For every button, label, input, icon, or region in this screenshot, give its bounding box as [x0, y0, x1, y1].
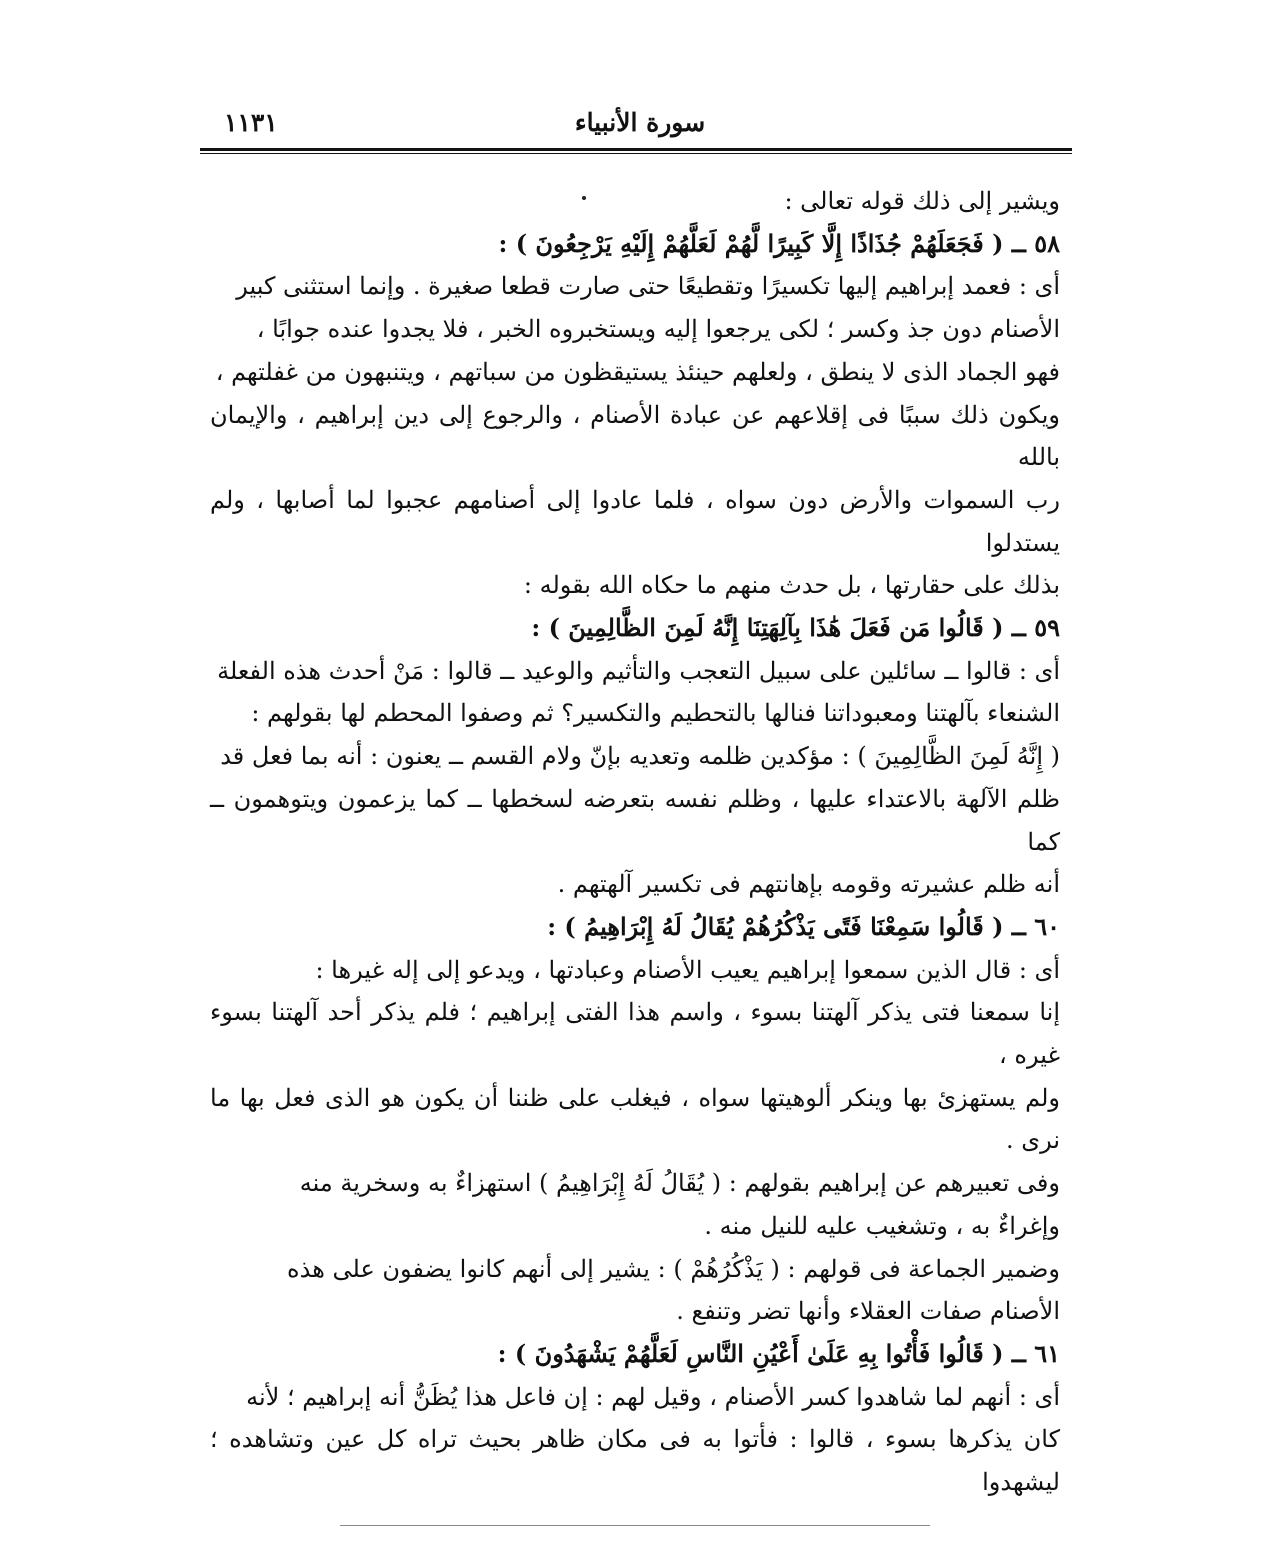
page-number: ١١٣١: [224, 108, 278, 137]
text-line: أنه ظلم عشيرته وقومه بإهانتهم فى تكسير آلهتهم .: [557, 870, 1060, 899]
verse-line: ٥٨ ــ ( فَجَعَلَهُمْ جُذَاذًا إِلَّا كَبِيرًا لَّهُمْ لَعَلَّهُمْ إِلَيْهِ يَرْجِعُونَ ) :: [498, 228, 1060, 258]
page-header: [210, 108, 1070, 142]
header-rule: [200, 148, 1072, 151]
header-rule-thin: [200, 153, 1072, 154]
footer-rule: [340, 1525, 930, 1526]
text-line: أى : فعمد إبراهيم إليها تكسيرًا وتقطيعًا حتى صارت قطعا صغيرة . وإنما استثنى كبير: [236, 272, 1060, 301]
text-line: إنا سمعنا فتى يذكر آلهتنا بسوء ، واسم هذا الفتى إبراهيم ؛ فلم يذكر أحد آلهتنا بسوء غيره ،: [210, 998, 1060, 1070]
text-line: بذلك على حقارتها ، بل حدث منهم ما حكاه الله بقوله :: [523, 571, 1060, 600]
text-line: أى : قال الذين سمعوا إبراهيم يعيب الأصنام وعبادتها ، ويدعو إلى إله غيرها :: [315, 955, 1060, 984]
text-line: كان يذكرها بسوء ، قالوا : فأتوا به فى مكان ظاهر بحيث تراه كل عين وتشاهده ؛ ليشهدوا: [210, 1425, 1060, 1497]
page-body: [210, 180, 1060, 1504]
text-line: وإغراءٌ به ، وتشغيب عليه للنيل منه .: [704, 1211, 1060, 1240]
text-line: ظلم الآلهة بالاعتداء عليها ، وظلم نفسه بتعرضه لسخطها ــ كما يزعمون ويتوهمون ــ كما: [210, 784, 1060, 856]
text-line: ( إِنَّهُ لَمِنَ الظَّالِمِينَ ) : مؤكدين ظلمه وتعديه بإنّ ولام القسم ــ يعنون : أنه بما فعل قد: [220, 742, 1060, 771]
text-line: ولم يستهزئ بها وينكر ألوهيتها سواه ، فيغلب على ظننا أن يكون هو الذى فعل بها ما نرى .: [210, 1083, 1060, 1155]
verse-line: ٦١ ــ ( قَالُوا فَأْتُوا بِهِ عَلَىٰ أَعْيُنِ النَّاسِ لَعَلَّهُمْ يَشْهَدُونَ ) :: [497, 1338, 1060, 1368]
text-line: فهو الجماد الذى لا ينطق ، ولعلهم حينئذ يستيقظون من سباتهم ، ويتنبهون من غفلتهم ،: [215, 357, 1060, 386]
text-line: وضمير الجماعة فى قولهم : ( يَذْكُرُهُمْ ) : يشير إلى أنهم كانوا يضفون على هذه: [287, 1254, 1060, 1283]
surah-title: سورة الأنبياء: [574, 108, 706, 137]
verse-line: ٦٠ ــ ( قَالُوا سَمِعْنَا فَتًى يَذْكُرُهُمْ يُقَالُ لَهُ إِبْرَاهِيمُ ) :: [547, 911, 1060, 941]
verse-line: ٥٩ ــ ( قَالُوا مَن فَعَلَ هَٰذَا بِآلِهَتِنَا إِنَّهُ لَمِنَ الظَّالِمِينَ ) :: [531, 613, 1060, 643]
text-line: أى : قالوا ــ سائلين على سبيل التعجب والتأثيم والوعيد ــ قالوا : مَنْ أحدث هذه الفعلة: [217, 656, 1060, 685]
text-line: وفى تعبيرهم عن إبراهيم بقولهم : ( يُقَالُ لَهُ إِبْرَاهِيمُ ) استهزاءٌ به وسخرية منه: [299, 1169, 1060, 1198]
text-line: الشنعاء بآلهتنا ومعبوداتنا فنالها بالتحطيم والتكسير؟ ثم وصفوا المحطم لها بقولهم :: [251, 699, 1060, 728]
text-line: رب السموات والأرض دون سواه ، فلما عادوا إلى أصنامهم عجبوا لما أصابها ، ولم يستدلوا: [210, 485, 1060, 557]
text-line: الأصنام دون جذ وكسر ؛ لكى يرجعوا إليه ويستخبروه الخبر ، فلا يجدوا عنده جوابًا ،: [256, 315, 1060, 344]
text-line: الأصنام صفات العقلاء وأنها تضر وتنفع .: [676, 1297, 1060, 1326]
text-line: أى : أنهم لما شاهدوا كسر الأصنام ، وقيل لهم : إن فاعل هذا يُظَنُّ أنه إبراهيم ؛ لأنه: [246, 1382, 1060, 1411]
text-line: ويشير إلى ذلك قوله تعالى :: [784, 187, 1060, 215]
text-line: ويكون ذلك سببًا فى إقلاعهم عن عبادة الأصنام ، والرجوع إلى دين إبراهيم ، والإيمان بالله: [210, 400, 1060, 472]
